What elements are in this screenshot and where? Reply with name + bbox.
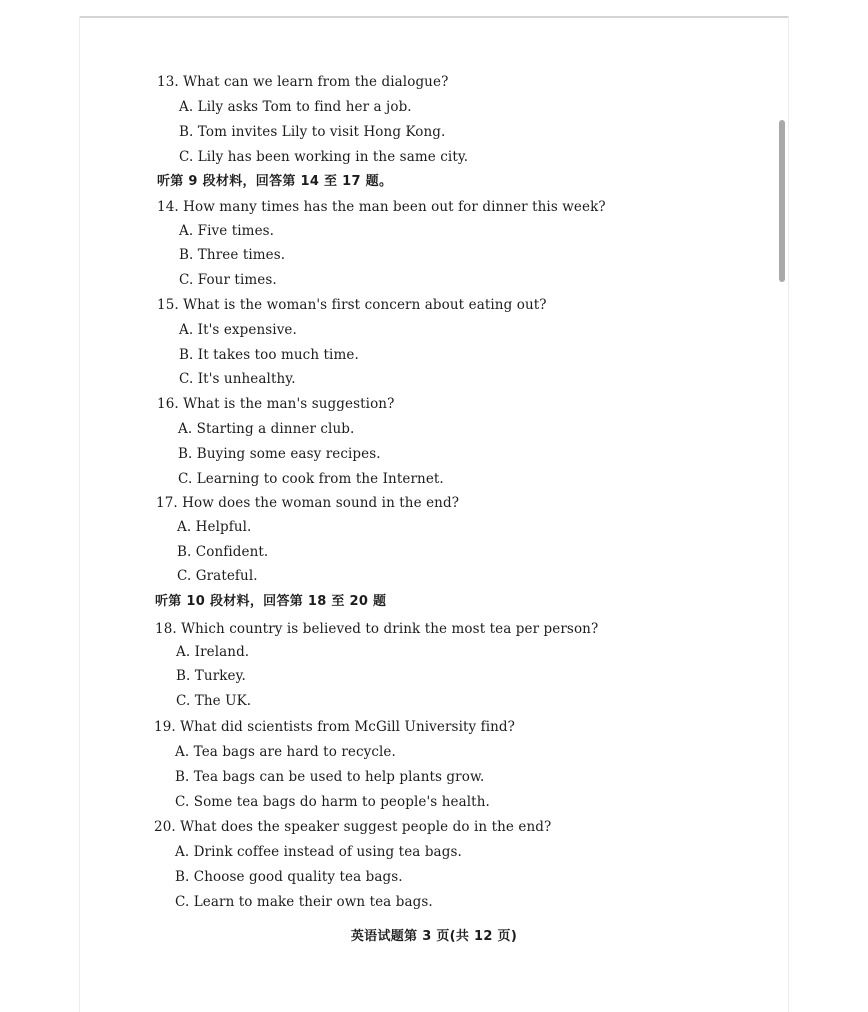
question-14-stem: 14. How many times has the man been out for dinner this week? — [157, 199, 606, 215]
question-19-option-c: C. Some tea bags do harm to people's health. — [175, 794, 490, 810]
question-16-stem: 16. What is the man's suggestion? — [157, 396, 395, 412]
question-17-option-a: A. Helpful. — [177, 519, 252, 535]
section-heading-10: 听第 10 段材料，回答第 18 至 20 题 — [155, 594, 387, 609]
question-14-option-c: C. Four times. — [179, 272, 277, 288]
question-15-stem: 15. What is the woman's first concern about eating out? — [157, 297, 547, 313]
section-heading-9: 听第 9 段材料，回答第 14 至 17 题。 — [157, 174, 393, 189]
question-16-option-c: C. Learning to cook from the Internet. — [178, 471, 444, 487]
page-footer: 英语试题第 3 页(共 12 页) — [350, 929, 518, 944]
question-17-option-b: B. Confident. — [177, 544, 269, 560]
question-18-option-c: C. The UK. — [176, 693, 252, 709]
question-20-stem: 20. What does the speaker suggest people do in the end? — [154, 819, 552, 835]
question-13-option-a: A. Lily asks Tom to find her a job. — [179, 99, 412, 115]
question-18-option-a: A. Ireland. — [176, 644, 250, 660]
question-13-stem: 13. What can we learn from the dialogue? — [157, 74, 449, 90]
question-17-option-c: C. Grateful. — [177, 568, 258, 584]
question-15-option-c: C. It's unhealthy. — [179, 371, 296, 387]
question-18-option-b: B. Turkey. — [176, 668, 246, 684]
question-17-stem: 17. How does the woman sound in the end? — [156, 495, 460, 511]
question-20-option-c: C. Learn to make their own tea bags. — [175, 894, 433, 910]
question-16-option-b: B. Buying some easy recipes. — [178, 446, 381, 462]
question-13-option-b: B. Tom invites Lily to visit Hong Kong. — [179, 124, 446, 140]
question-19-stem: 19. What did scientists from McGill University find? — [154, 719, 516, 735]
question-13-option-c: C. Lily has been working in the same city. — [179, 149, 469, 165]
question-14-option-a: A. Five times. — [179, 223, 275, 239]
question-20-option-b: B. Choose good quality tea bags. — [175, 869, 403, 885]
question-20-option-a: A. Drink coffee instead of using tea bags. — [175, 844, 462, 860]
question-18-stem: 18. Which country is believed to drink the most tea per person? — [155, 621, 599, 637]
question-15-option-b: B. It takes too much time. — [179, 347, 359, 363]
question-19-option-b: B. Tea bags can be used to help plants grow. — [175, 769, 485, 785]
question-14-option-b: B. Three times. — [179, 247, 286, 263]
question-15-option-a: A. It's expensive. — [179, 322, 297, 338]
question-16-option-a: A. Starting a dinner club. — [178, 421, 355, 437]
question-19-option-a: A. Tea bags are hard to recycle. — [175, 744, 396, 760]
